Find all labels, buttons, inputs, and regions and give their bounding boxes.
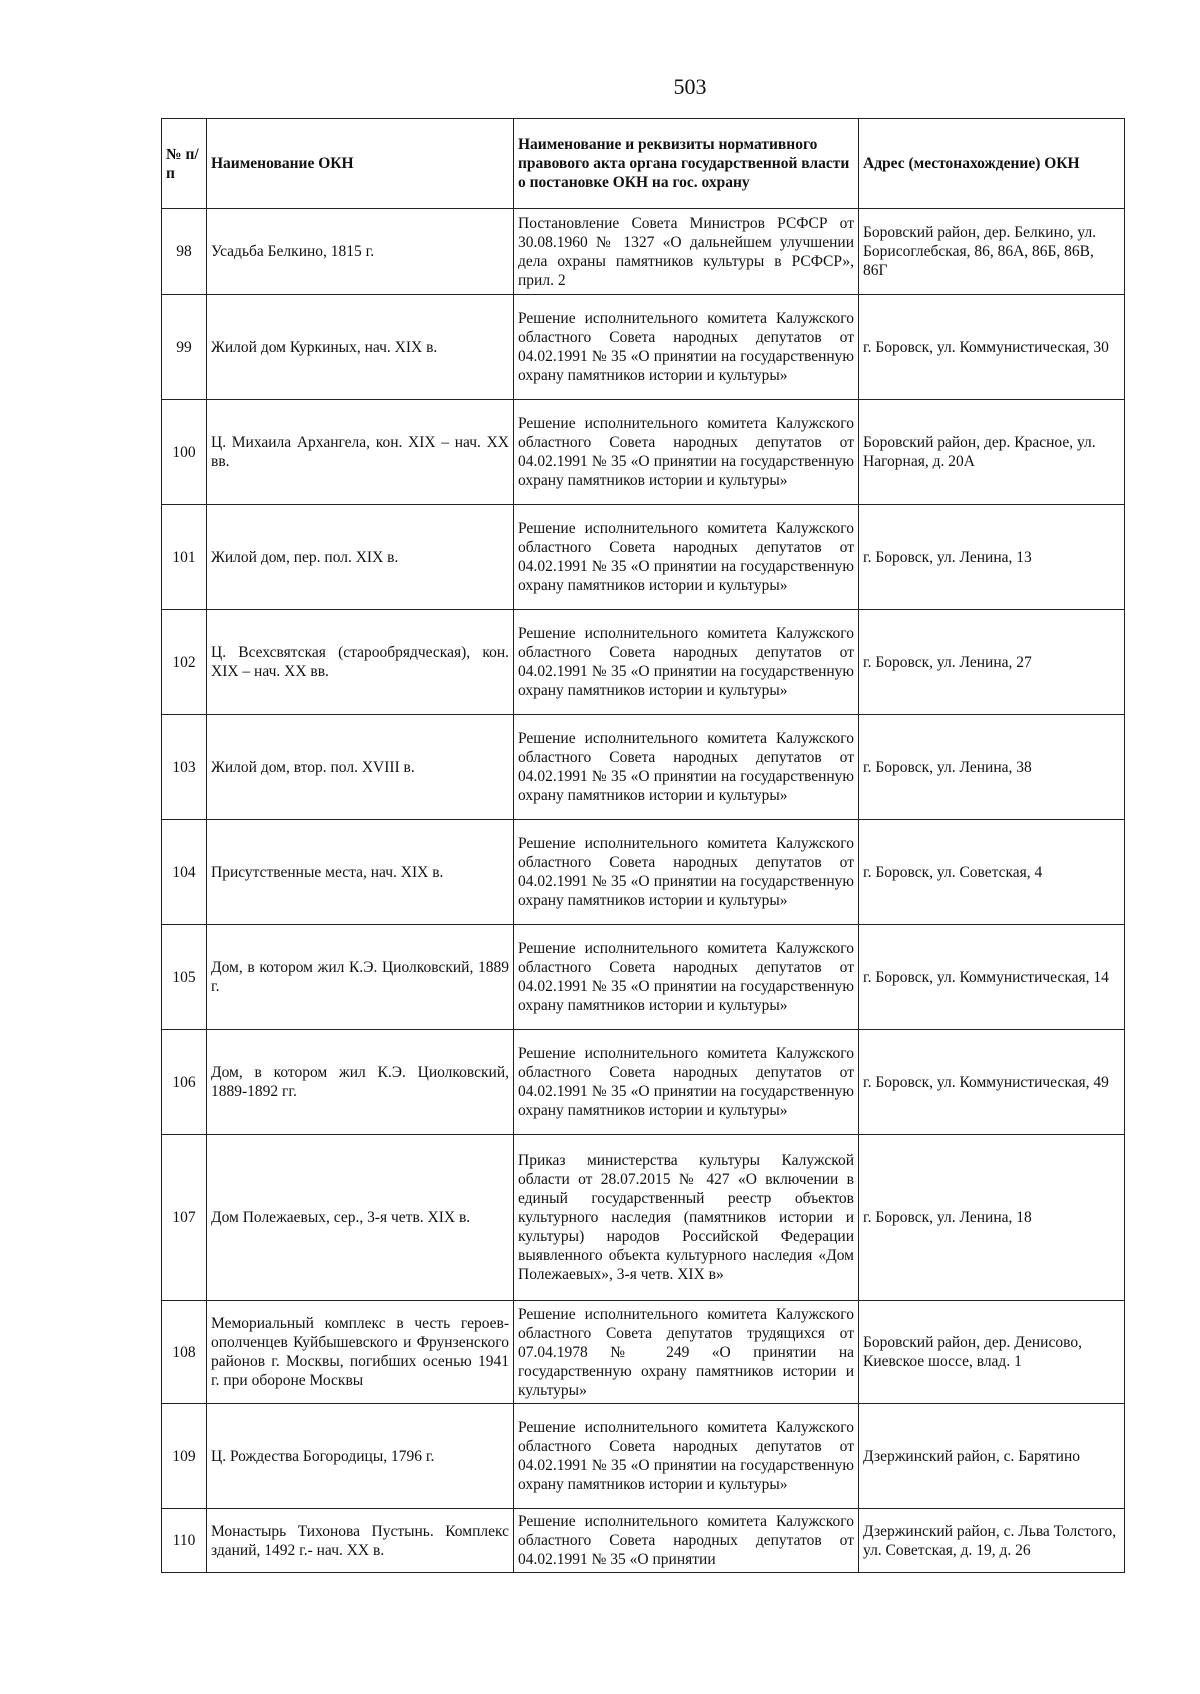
row-act: Решение исполнительного комитета Калужского областного Совета народных депутатов от 04.02.1991 № 35 «О принятии: [514, 1509, 859, 1573]
row-address: г. Боровск, ул. Коммунистическая, 49: [859, 1030, 1125, 1135]
row-name: Жилой дом, пер. пол. XIX в.: [207, 505, 514, 610]
row-num: 98: [162, 209, 207, 295]
table-row: [162, 925, 1125, 1030]
row-address: г. Боровск, ул. Ленина, 38: [859, 715, 1125, 820]
table-row: [162, 1030, 1125, 1135]
row-num: 102: [162, 610, 207, 715]
row-act: Решение исполнительного комитета Калужского областного Совета народных депутатов от 04.02.1991 № 35 «О принятии на государственную охрану памятников истории и культуры»: [514, 400, 859, 505]
header-num: № п/п: [162, 119, 207, 209]
row-act: Решение исполнительного комитета Калужского областного Совета народных депутатов от 04.02.1991 № 35 «О принятии на государственную охрану памятников истории и культуры»: [514, 715, 859, 820]
row-num: 104: [162, 820, 207, 925]
row-address: г. Боровск, ул. Коммунистическая, 30: [859, 295, 1125, 400]
table-row: [162, 610, 1125, 715]
header-act: Наименование и реквизиты нормативного правового акта органа государственной власти о постановке ОКН на гос. охрану: [514, 119, 859, 209]
row-name: Ц. Рождества Богородицы, 1796 г.: [207, 1404, 514, 1509]
table-row: [162, 505, 1125, 610]
row-num: 109: [162, 1404, 207, 1509]
table-row: [162, 820, 1125, 925]
table-row: [162, 1509, 1125, 1573]
row-num: 105: [162, 925, 207, 1030]
row-name: Ц. Всехсвятская (старообрядческая), кон. XIX – нач. XX вв.: [207, 610, 514, 715]
row-name: Дом, в котором жил К.Э. Циолковский, 1889 г.: [207, 925, 514, 1030]
table-row: [162, 209, 1125, 295]
row-name: Монастырь Тихонова Пустынь. Комплекс зданий, 1492 г.- нач. XX в.: [207, 1509, 514, 1573]
row-num: 103: [162, 715, 207, 820]
row-num: 108: [162, 1301, 207, 1404]
row-address: Дзержинский район, с. Льва Толстого, ул. Советская, д. 19, д. 26: [859, 1509, 1125, 1573]
row-name: Присутственные места, нач. XIX в.: [207, 820, 514, 925]
row-name: Дом, в котором жил К.Э. Циолковский, 1889-1892 гг.: [207, 1030, 514, 1135]
row-num: 110: [162, 1509, 207, 1573]
row-address: Боровский район, дер. Денисово, Киевское шоссе, влад. 1: [859, 1301, 1125, 1404]
row-num: 106: [162, 1030, 207, 1135]
header-address: Адрес (местонахождение) ОКН: [859, 119, 1125, 209]
row-name: Усадьба Белкино, 1815 г.: [207, 209, 514, 295]
okn-table: [161, 118, 1125, 1573]
row-act: Решение исполнительного комитета Калужского областного Совета депутатов трудящихся от 07.04.1978 № 249 «О принятии на государственную охрану памятников истории и культуры»: [514, 1301, 859, 1404]
row-act: Решение исполнительного комитета Калужского областного Совета народных депутатов от 04.02.1991 № 35 «О принятии на государственную охрану памятников истории и культуры»: [514, 295, 859, 400]
page-number: 503: [673, 74, 707, 99]
table-row: [162, 295, 1125, 400]
row-num: 107: [162, 1135, 207, 1301]
row-act: Приказ министерства культуры Калужской области от 28.07.2015 № 427 «О включении в единый государственный реестр объектов культурного наследия (памятников истории и культуры) народов Российской Федерации выявленного объекта культурного наследия «Дом Полежаевых», 3-я четв. XIX в»: [514, 1135, 859, 1301]
row-act: Постановление Совета Министров РСФСР от 30.08.1960 № 1327 «О дальнейшем улучшении дела охраны памятников культуры в РСФСР», прил. 2: [514, 209, 859, 295]
row-address: г. Боровск, ул. Ленина, 13: [859, 505, 1125, 610]
row-num: 99: [162, 295, 207, 400]
row-num: 101: [162, 505, 207, 610]
row-address: г. Боровск, ул. Ленина, 27: [859, 610, 1125, 715]
table-header-row: [162, 119, 1125, 209]
row-address: г. Боровск, ул. Советская, 4: [859, 820, 1125, 925]
row-act: Решение исполнительного комитета Калужского областного Совета народных депутатов от 04.02.1991 № 35 «О принятии на государственную охрану памятников истории и культуры»: [514, 1404, 859, 1509]
row-act: Решение исполнительного комитета Калужского областного Совета народных депутатов от 04.02.1991 № 35 «О принятии на государственную охрану памятников истории и культуры»: [514, 820, 859, 925]
table-row: [162, 400, 1125, 505]
row-name: Дом Полежаевых, сер., 3-я четв. XIX в.: [207, 1135, 514, 1301]
row-act: Решение исполнительного комитета Калужского областного Совета народных депутатов от 04.02.1991 № 35 «О принятии на государственную охрану памятников истории и культуры»: [514, 925, 859, 1030]
header-name: Наименование ОКН: [207, 119, 514, 209]
row-act: Решение исполнительного комитета Калужского областного Совета народных депутатов от 04.02.1991 № 35 «О принятии на государственную охрану памятников истории и культуры»: [514, 505, 859, 610]
row-address: г. Боровск, ул. Ленина, 18: [859, 1135, 1125, 1301]
row-name: Мемориальный комплекс в честь героев-ополченцев Куйбышевского и Фрунзенского районов г. Москвы, погибших осенью 1941 г. при обороне Москвы: [207, 1301, 514, 1404]
table-row: [162, 1301, 1125, 1404]
row-act: Решение исполнительного комитета Калужского областного Совета народных депутатов от 04.02.1991 № 35 «О принятии на государственную охрану памятников истории и культуры»: [514, 610, 859, 715]
row-num: 100: [162, 400, 207, 505]
row-act: Решение исполнительного комитета Калужского областного Совета народных депутатов от 04.02.1991 № 35 «О принятии на государственную охрану памятников истории и культуры»: [514, 1030, 859, 1135]
row-address: Боровский район, дер. Белкино, ул. Борисоглебская, 86, 86А, 86Б, 86В, 86Г: [859, 209, 1125, 295]
table-row: [162, 1135, 1125, 1301]
row-address: г. Боровск, ул. Коммунистическая, 14: [859, 925, 1125, 1030]
table-row: [162, 715, 1125, 820]
row-name: Жилой дом Куркиных, нач. XIX в.: [207, 295, 514, 400]
row-address: Дзержинский район, с. Барятино: [859, 1404, 1125, 1509]
row-name: Жилой дом, втор. пол. XVIII в.: [207, 715, 514, 820]
table-row: [162, 1404, 1125, 1509]
row-address: Боровский район, дер. Красное, ул. Нагорная, д. 20А: [859, 400, 1125, 505]
row-name: Ц. Михаила Архангела, кон. XIX – нач. XX вв.: [207, 400, 514, 505]
